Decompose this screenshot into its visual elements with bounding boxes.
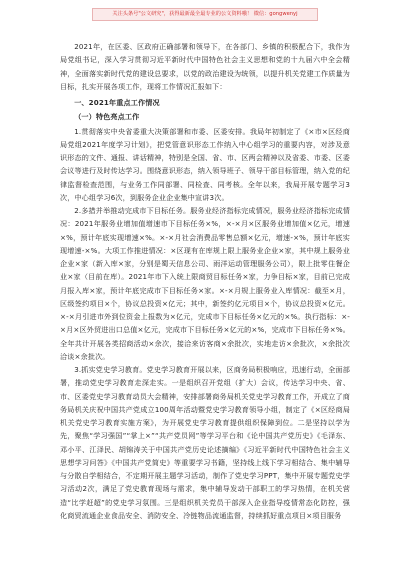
subsection-heading: （一）特色亮点工作: [74, 112, 140, 122]
top-banner: 关注头条号"公文研究"，获得最新最全最专业的公文资料哦！ 微信：gongwenyj: [92, 8, 318, 21]
paragraph-2: 2.多措并举推动完成市下目标任务。服务业经济指标完成情况，服务业经济指标完成情况：2021年服务业增加值增速市下目标任务×%，×-×月×区服务业增加值×亿元，增速×%，预计年底实现增速×%。×-×月社会消费品零售总额×亿元，增速-×%，预计年底实现增速-×%。大项工作推进情况：×区现有在库规上限上服务业企业×家，其中规上服务业企业×家（新入库×家，分别是蜀天信息公司、雨洋运动管理服务公司），限上批零住餐企业×家（目前在库）。2021年市下入统上限商贸目标任务×家，力争目标×家，目前已完成月报入库×家，预计年底完成市下目标任务×家。×-×月规上服务业入库情况：截至×月，区级签约项目×个，协议总投资×亿元；其中，新签约亿元项目×个，协议总投资×亿元。×-×月引进市外到位资金上报数为×亿元，完成市下目标任务×亿元的×%。执行指标：×-×月×区外贸进出口总值×亿元，完成市下目标任务×亿元的×%，完成市下目标任务×%。全年共计开展各类招商活动×余次，接洽来访客商×余批次，实地走访×余批次，×余批次洽谈×余批次。: [60, 206, 350, 361]
intro-paragraph: 2021年，在区委、区政府正确部署和领导下，在各部门、乡镇的积极配合下，我作为局党组书记，深入学习贯彻习近平新时代中国特色社会主义思想和党的十九届六中全会精神，全面落实新时代党的建设总要求，以党的政治建设为统领，以提升机关党建工作质量为目标，扎实开展各项工作，现将工作情况汇报如下：: [60, 42, 350, 91]
paragraph-1: 1.贯彻落实中央省委重大决策部署和市委、区委安排。我局年初制定了《×市×区经商局党组2021年度学习计划》，把党管意识形态工作纳入中心组学习的重要内容，对涉及意识形态的文件、通报、讲话精神，特别是全国、省、市、区两会精神以及省委、市委、区委会议等进行及时传达学习。围绕意识形态，纳入领导班子、领导干部目标管理，纳入党的纪律监督检查范围，与业务工作同部署、同检查、同考核。全年以来，我局开展专题学习3次，中心组学习6次，到服务企业企业集中宣讲3次。: [60, 126, 350, 202]
section-heading: 一、2021年重点工作情况: [74, 98, 160, 107]
paragraph-3: 3.抓实党史学习教育。党史学习教育开展以来，区商务局积极响应，迅速行动，全面部署，推动党史学习教育走深走实。一是组织召开党组（扩大）会议，传达学习中央、省、市、区委党史学习教育动员大会精神，安排部署商务局机关党史学习教育工作，开成立了商务局机关庆祝中国共产党成立100周年活动暨党史学习教育领导小组，制定了《×区经商局机关党史学习教育实施方案》，为开展党史学习教育提供组织保障到位。二是坚持以学为先，聚焦“学习强国”“掌上×”“共产党员网”等学习平台和《论中国共产党历史》《毛泽东、邓小平、江泽民、胡锦涛关于中国共产党历史论述摘编》《习近平新时代中国特色社会主义思想学习问答》《中国共产党简史》等重要学习书籍，坚持线上线下学习相结合、集中辅导与分散自学相结合，不定期开展主题学习活动，制作了党史学习PPT，集中开展专题党史学习活动2次，满足了党史教育现场与需求，集中辅导发动干部职工的学习热情，在机关营造“比学赶超”的党史学习氛围。三是组织机关党员干部深入企业指导疫情常态化防控，强化商贸流通企业食品安全、消防安全、冷链物品流通监督，持续抓好重点项目×项目服务: [60, 365, 350, 520]
document-body: [60, 40, 350, 522]
